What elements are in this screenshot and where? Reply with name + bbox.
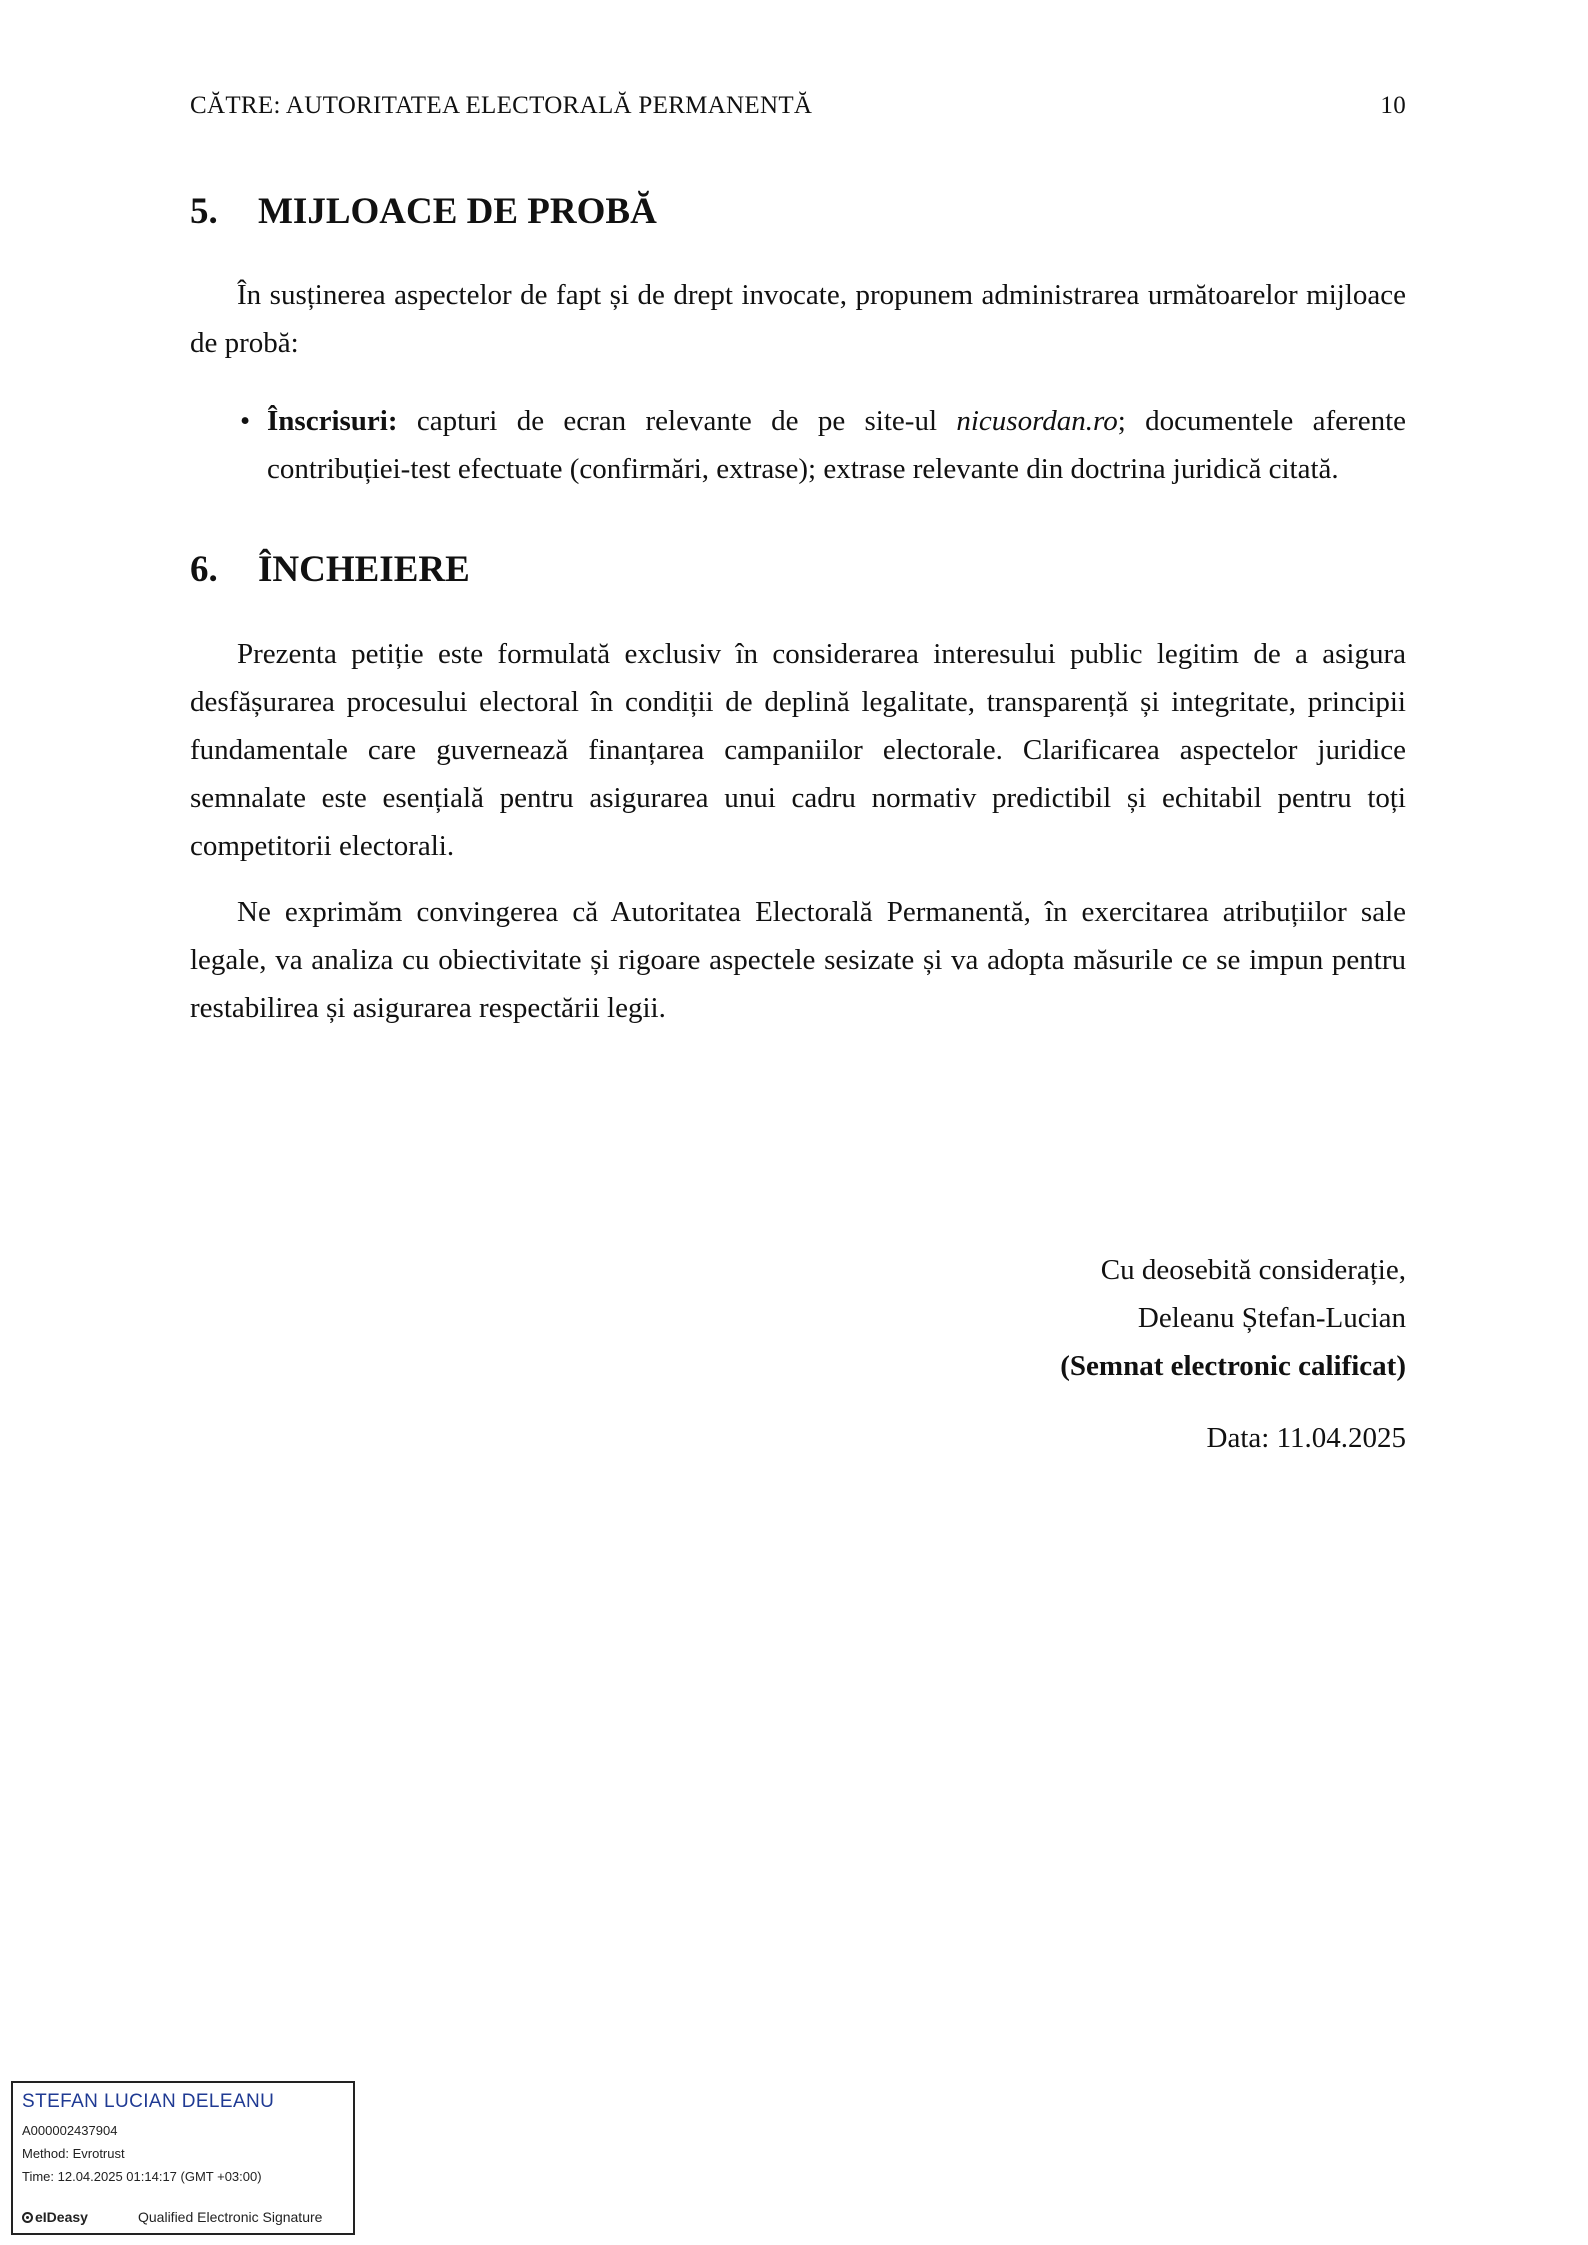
section-5-number: 5.: [190, 191, 218, 232]
section-5-heading: [190, 190, 1406, 234]
section-6-paragraph-1: Prezenta petiție este formulată exclusiv în considerarea interesului public legitim de a asigura desfășurarea procesului electoral în condiții de deplină legalitate, transparență și integritate, principii fundamentale care guvernează finanțarea campaniilor electorale. Clarificarea aspectelor juridice semnalate este esențială pentru asigurarea unui cadru normativ predictibil și echitabil pentru toți competitorii electorali.: [190, 637, 1406, 862]
section-5-intro: În susținerea aspectelor de fapt și de drept invocate, propunem administrarea următoarelor mijloace de probă:: [190, 279, 1406, 360]
evidence-label: Înscrisuri:: [267, 405, 398, 438]
header-title: CĂTRE: AUTORITATEA ELECTORALĂ PERMANENTĂ: [190, 92, 813, 119]
electronic-signature-stamp[interactable]: [11, 2081, 355, 2235]
evidence-list: [190, 397, 1406, 493]
section-6-heading: [190, 548, 1406, 592]
bullet-icon: •: [240, 405, 251, 438]
stamp-signer-id: A000002437904: [22, 2123, 118, 2138]
stamp-footer: [22, 2209, 342, 2225]
stamp-signer-name: STEFAN LUCIAN DELEANU: [22, 2091, 275, 2112]
signatory-name: Deleanu Ștefan-Lucian: [1137, 1302, 1406, 1334]
section-5-title: MIJLOACE DE PROBĂ: [258, 191, 657, 232]
stamp-qes-label: Qualified Electronic Signature: [138, 2209, 323, 2225]
stamp-time: Time: 12.04.2025 01:14:17 (GMT +03:00): [22, 2169, 262, 2184]
section-6-paragraph-2: Ne exprimăm convingerea că Autoritatea Electorală Permanentă, în exercitarea atribuțiilor sale legale, va analiza cu obiectivitate și rigoare aspectele sesizate și va adopta măsurile ce se impun pentru restabilirea și asigurarea respectării legii.: [190, 895, 1406, 1024]
section-6-title: ÎNCHEIERE: [258, 549, 470, 591]
evidence-text-after: ; documentele aferente contribuției-test efectuate (confirmări, extrase); extrase relevante din doctrina juridică citată.: [267, 405, 1406, 486]
page-number: 10: [1380, 92, 1406, 119]
stamp-brand: eIDeasy: [35, 2209, 88, 2225]
section-6-number: 6.: [190, 549, 218, 591]
eideasy-logo-icon: [22, 2212, 33, 2223]
evidence-item: [190, 397, 1406, 493]
closing-formula: Cu deosebită considerație,: [1100, 1254, 1406, 1286]
signature-note: (Semnat electronic calificat): [1060, 1350, 1406, 1382]
evidence-site: nicusordan.ro: [956, 405, 1118, 438]
document-date: Data: 11.04.2025: [1206, 1422, 1406, 1454]
evidence-text-before: capturi de ecran relevante de pe site-ul: [397, 405, 957, 438]
running-header: [190, 92, 1406, 120]
signature-block: [1060, 1246, 1406, 1462]
document-body: [190, 190, 1406, 1032]
stamp-method: Method: Evrotrust: [22, 2146, 125, 2161]
